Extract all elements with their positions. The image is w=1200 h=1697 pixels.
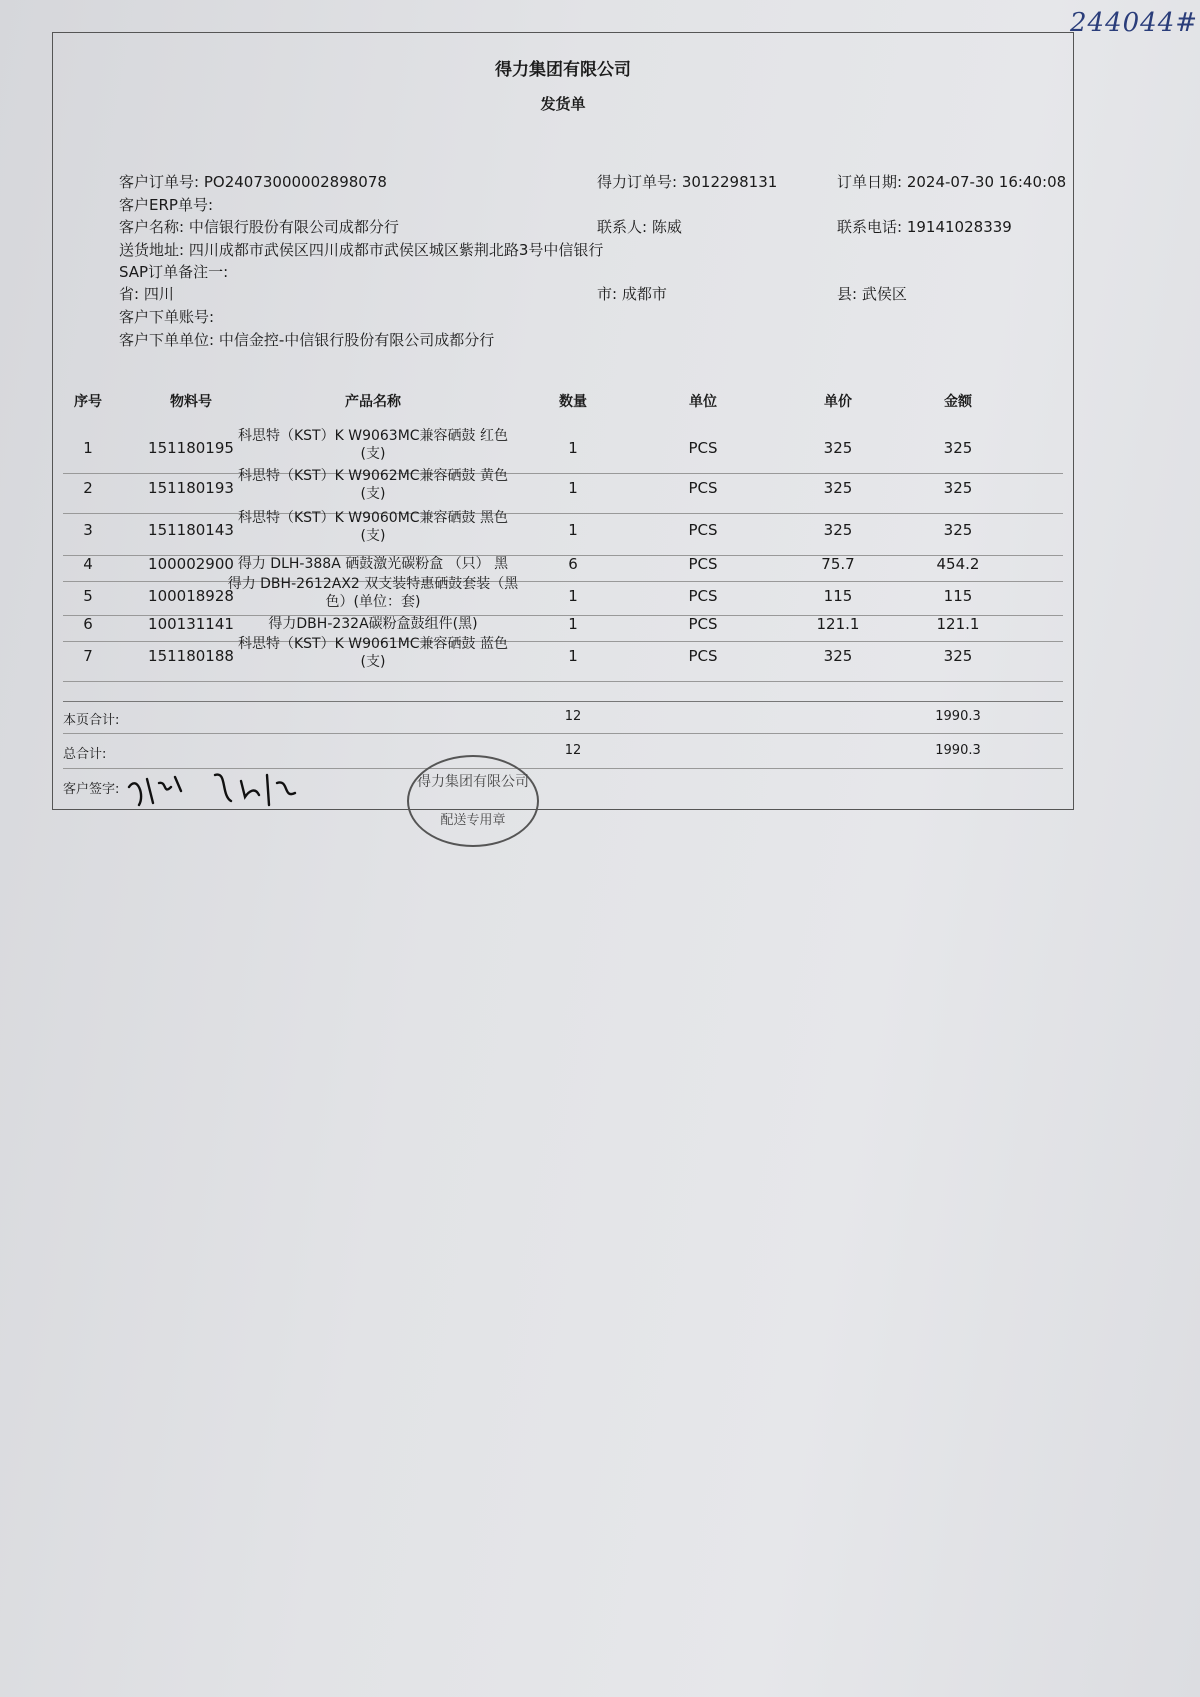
divider <box>63 701 1063 702</box>
row-product-name-line1: 科思特（KST）K W9061MC兼容硒鼓 蓝色 <box>237 636 509 652</box>
row-qty: 1 <box>568 587 578 605</box>
city-label: 市: <box>597 285 618 303</box>
col-header-unit: 单位 <box>689 394 717 410</box>
row-unit: PCS <box>688 615 718 633</box>
row-unit: PCS <box>688 647 718 665</box>
seal-bottom-text: 配送专用章 <box>440 813 506 828</box>
address-value: 四川成都市武侯区四川成都市武侯区城区紫荆北路3号中信银行 <box>188 241 604 259</box>
order-date-label: 订单日期: <box>837 173 903 191</box>
col-header-qty: 数量 <box>559 394 587 410</box>
row-unit: PCS <box>688 555 718 573</box>
row-price: 121.1 <box>816 615 860 633</box>
row-amount: 115 <box>943 587 973 605</box>
province <box>119 283 174 304</box>
row-unit: PCS <box>688 521 718 539</box>
order-unit-label: 客户下单单位: <box>119 331 215 349</box>
row-qty: 1 <box>568 615 578 633</box>
row-no: 1 <box>83 439 93 457</box>
row-price: 325 <box>823 647 853 665</box>
row-product-name-line1: 科思特（KST）K W9063MC兼容硒鼓 红色 <box>237 428 509 444</box>
row-material: 100018928 <box>148 587 234 605</box>
customer-order-value: PO24073000002898078 <box>203 173 387 191</box>
customer-name-value: 中信银行股份有限公司成都分行 <box>188 218 399 236</box>
row-material: 151180193 <box>148 479 234 497</box>
row-no: 6 <box>83 615 93 633</box>
row-no: 7 <box>83 647 93 665</box>
grand-total-amount: 1990.3 <box>935 743 981 758</box>
row-price: 325 <box>823 439 853 457</box>
row-material: 151180195 <box>148 439 234 457</box>
contact-label: 联系人: <box>597 218 648 236</box>
divider <box>63 733 1063 734</box>
contact-value: 陈威 <box>651 218 682 236</box>
sap-remark-label: SAP订单备注一: <box>119 263 229 281</box>
row-amount: 325 <box>943 647 973 665</box>
row-unit: PCS <box>688 479 718 497</box>
grand-total-qty: 12 <box>564 743 582 758</box>
row-amount: 325 <box>943 439 973 457</box>
col-header-amount: 金额 <box>944 394 972 410</box>
row-price: 325 <box>823 521 853 539</box>
signature-label: 客户签字: <box>63 782 120 797</box>
row-amount: 121.1 <box>936 615 980 633</box>
order-unit <box>119 329 494 350</box>
address <box>119 239 603 260</box>
row-material: 100002900 <box>148 555 234 573</box>
row-divider <box>63 681 1063 682</box>
row-material: 151180188 <box>148 647 234 665</box>
row-product-name-line2: (支) <box>360 486 386 502</box>
row-qty: 1 <box>568 521 578 539</box>
contact <box>597 216 682 237</box>
province-value: 四川 <box>143 285 174 303</box>
row-no: 5 <box>83 587 93 605</box>
county-value: 武侯区 <box>861 285 907 303</box>
county <box>837 283 907 304</box>
address-label: 送货地址: <box>119 241 185 259</box>
customer-order-label: 客户订单号: <box>119 173 200 191</box>
row-product-name-line2: (支) <box>360 528 386 544</box>
city-value: 成都市 <box>621 285 667 303</box>
row-qty: 1 <box>568 647 578 665</box>
row-amount: 325 <box>943 521 973 539</box>
row-product-name-line2: (支) <box>360 446 386 462</box>
company-seal <box>407 755 539 847</box>
row-unit: PCS <box>688 587 718 605</box>
row-no: 4 <box>83 555 93 573</box>
page-total-amount: 1990.3 <box>935 709 981 724</box>
col-header-product: 产品名称 <box>345 394 401 410</box>
row-unit: PCS <box>688 439 718 457</box>
order-date-value: 2024-07-30 16:40:08 <box>906 173 1067 191</box>
grand-total-label: 总合计: <box>63 747 107 762</box>
order-unit-value: 中信金控-中信银行股份有限公司成都分行 <box>218 331 495 349</box>
row-product-name-line1: 科思特（KST）K W9062MC兼容硒鼓 黄色 <box>237 468 509 484</box>
deli-order <box>597 171 777 192</box>
row-no: 3 <box>83 521 93 539</box>
order-date <box>837 171 1066 192</box>
customer-order <box>119 171 387 192</box>
handwritten-note: 244044# <box>1070 8 1199 38</box>
city <box>597 283 667 304</box>
phone-value: 19141028339 <box>906 218 1012 236</box>
row-price: 325 <box>823 479 853 497</box>
col-header-material: 物料号 <box>170 394 212 410</box>
erp-label: 客户ERP单号: <box>119 196 213 214</box>
deli-order-label: 得力订单号: <box>597 173 678 191</box>
deli-order-value: 3012298131 <box>681 173 778 191</box>
row-product-name-line1: 科思特（KST）K W9060MC兼容硒鼓 黑色 <box>237 510 509 526</box>
seal-top-text: 得力集团有限公司 <box>417 774 529 790</box>
row-product-name-line2: 色）(单位：套) <box>325 594 421 610</box>
row-material: 100131141 <box>148 615 234 633</box>
phone <box>837 216 1012 237</box>
col-header-no: 序号 <box>74 394 102 410</box>
row-qty: 1 <box>568 439 578 457</box>
delivery-note-frame <box>52 32 1074 828</box>
row-amount: 325 <box>943 479 973 497</box>
customer-name-label: 客户名称: <box>119 218 185 236</box>
col-header-price: 单价 <box>824 394 852 410</box>
province-label: 省: <box>119 285 140 303</box>
page-total-label: 本页合计: <box>63 713 120 728</box>
row-product-name-line1: 得力 DLH-388A 硒鼓激光碳粉盒 （只） 黑 <box>237 556 509 572</box>
row-qty: 6 <box>568 555 578 573</box>
row-product-name-line1: 得力DBH-232A碳粉盒鼓组件(黑) <box>268 616 478 632</box>
row-amount: 454.2 <box>936 555 980 573</box>
row-product-name-line1: 得力 DBH-2612AX2 双支装特惠硒鼓套装（黑 <box>227 576 519 592</box>
row-material: 151180143 <box>148 521 234 539</box>
row-product-name-line2: (支) <box>360 654 386 670</box>
account-label: 客户下单账号: <box>119 308 215 326</box>
company-title: 得力集团有限公司 <box>495 60 631 80</box>
document-title: 发货单 <box>540 95 586 113</box>
county-label: 县: <box>837 285 858 303</box>
handwritten-signature <box>123 765 363 815</box>
row-price: 115 <box>823 587 853 605</box>
row-qty: 1 <box>568 479 578 497</box>
row-no: 2 <box>83 479 93 497</box>
row-price: 75.7 <box>821 555 855 573</box>
phone-label: 联系电话: <box>837 218 903 236</box>
customer-name <box>119 216 399 237</box>
page-total-qty: 12 <box>564 709 582 724</box>
